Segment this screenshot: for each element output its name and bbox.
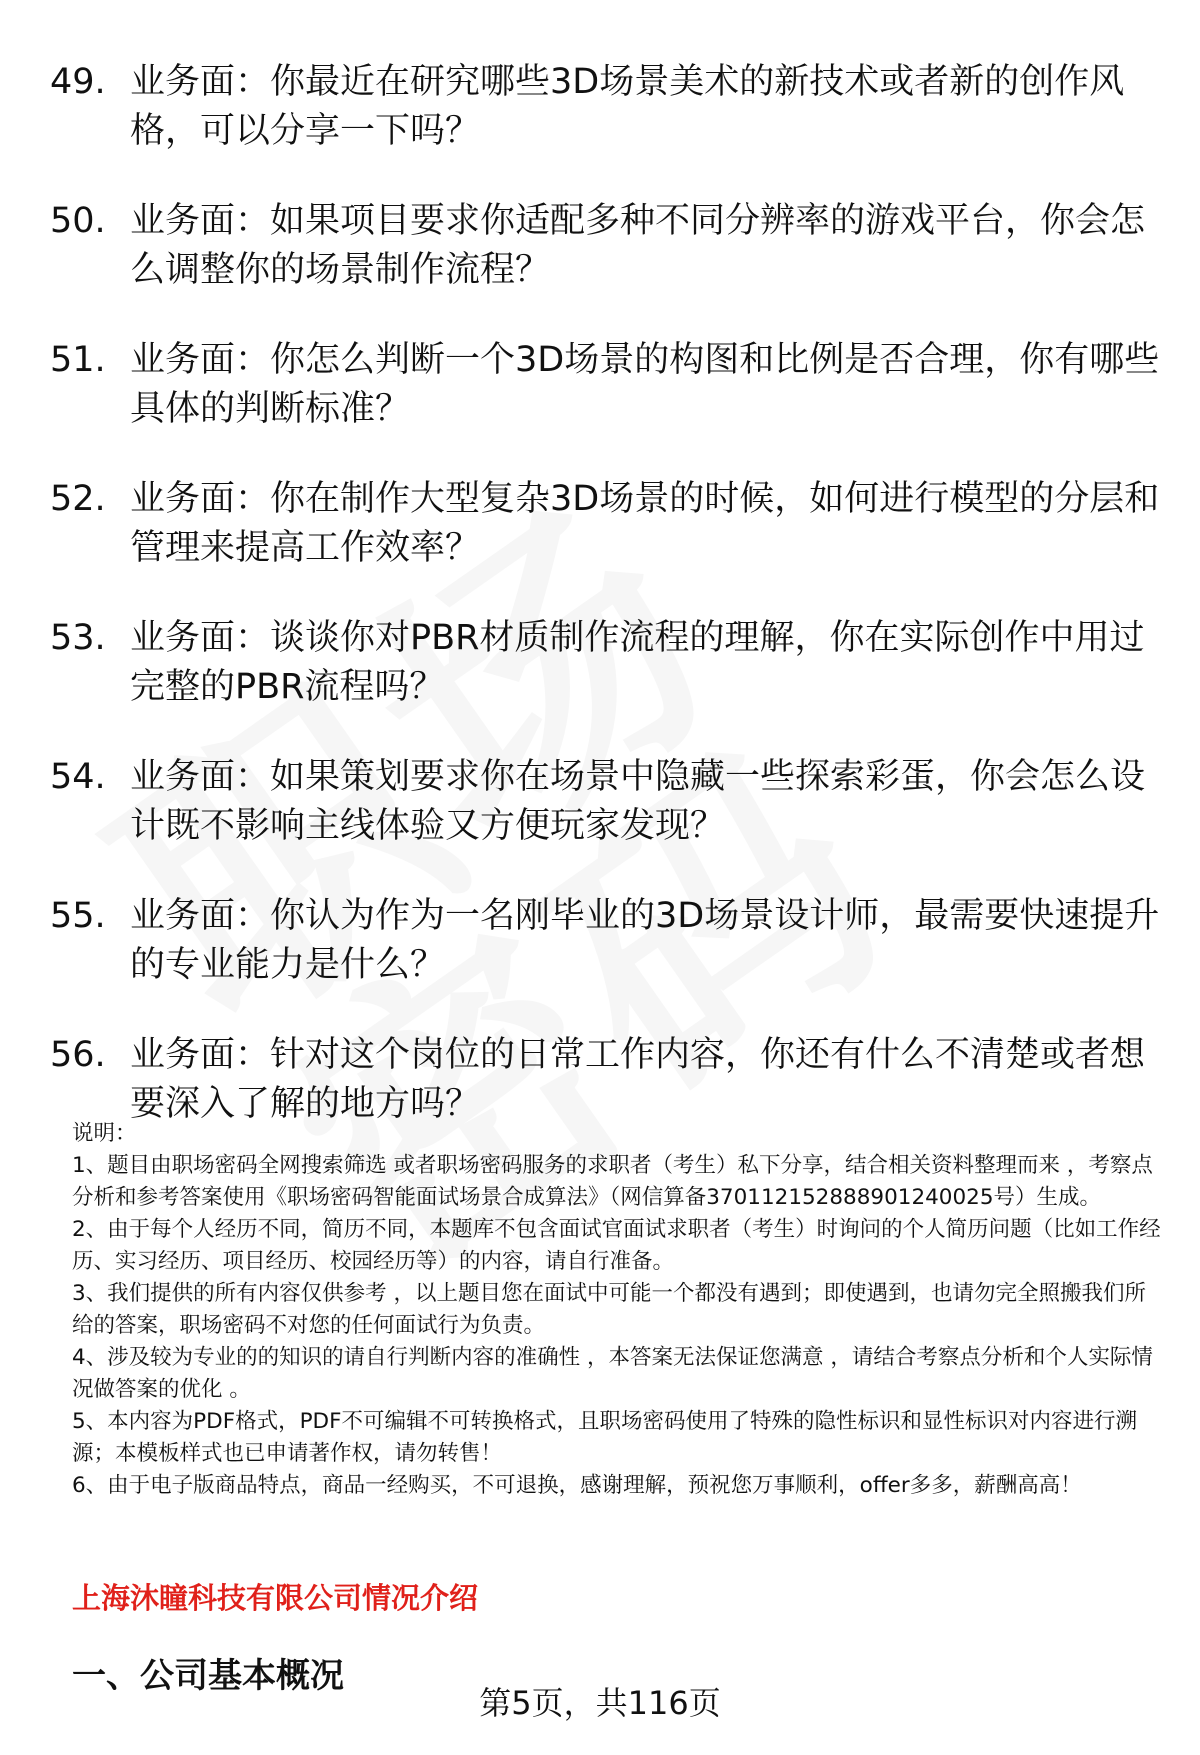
notes-section (72, 1118, 1162, 1502)
question-item (50, 197, 1160, 295)
notes-heading: 说明： (72, 1121, 137, 1146)
question-list (50, 58, 1160, 1170)
question-item (50, 1031, 1160, 1129)
question-number: 53. (50, 618, 106, 658)
question-number: 55. (50, 896, 106, 936)
question-text: 业务面：你最近在研究哪些3D场景美术的新技术或者新的创作风格，可以分享一下吗？ (130, 62, 1125, 151)
question-item (50, 336, 1160, 434)
question-text: 业务面：你认为作为一名刚毕业的3D场景设计师，最需要快速提升的专业能力是什么？ (130, 896, 1160, 985)
section-heading: 一、公司基本概况 (72, 1656, 344, 1696)
note-item: 2、由于每个人经历不同，简历不同，本题库不包含面试官面试求职者（考生）时询问的个人简历问题（比如工作经历、实习经历、项目经历、校园经历等）的内容，请自行准备。 (72, 1217, 1161, 1274)
question-item (50, 892, 1160, 990)
question-text: 业务面：你怎么判断一个3D场景的构图和比例是否合理，你有哪些具体的判断标准？ (130, 340, 1160, 429)
question-item (50, 475, 1160, 573)
note-item: 1、题目由职场密码全网搜索筛选 或者职场密码服务的求职者（考生）私下分享，结合相关资料整理而来 ，考察点分析和参考答案使用《职场密码智能面试场景合成算法》（网信算备370112152888901240025号）生成。 (72, 1153, 1153, 1210)
page-number: 第5页，共116页 (479, 1684, 721, 1722)
question-item (50, 614, 1160, 712)
question-text: 业务面：谈谈你对PBR材质制作流程的理解，你在实际创作中用过完整的PBR流程吗？ (130, 618, 1145, 707)
note-item: 3、我们提供的所有内容仅供参考 ，以上题目您在面试中可能一个都没有遇到；即使遇到，也请勿完全照搬我们所给的答案，职场密码不对您的任何面试行为负责。 (72, 1281, 1147, 1338)
question-text: 业务面：如果项目要求你适配多种不同分辨率的游戏平台，你会怎么调整你的场景制作流程？ (130, 201, 1146, 290)
question-text: 业务面：针对这个岗位的日常工作内容，你还有什么不清楚或者想要深入了解的地方吗？ (130, 1035, 1146, 1124)
question-number: 52. (50, 479, 106, 519)
company-intro-title: 上海沐瞳科技有限公司情况介绍 (72, 1581, 479, 1615)
question-item (50, 58, 1160, 156)
question-number: 50. (50, 201, 106, 241)
question-number: 49. (50, 62, 106, 102)
note-item: 4、涉及较为专业的的知识的请自行判断内容的准确性 ，本答案无法保证您满意 ，请结合考察点分析和个人实际情况做答案的优化 。 (72, 1345, 1153, 1402)
question-number: 56. (50, 1035, 106, 1075)
question-number: 54. (50, 757, 106, 797)
question-text: 业务面：如果策划要求你在场景中隐藏一些探索彩蛋，你会怎么设计既不影响主线体验又方便玩家发现？ (130, 757, 1146, 846)
question-text: 业务面：你在制作大型复杂3D场景的时候，如何进行模型的分层和管理来提高工作效率？ (130, 479, 1160, 568)
note-item: 5、本内容为PDF格式，PDF不可编辑不可转换格式，且职场密码使用了特殊的隐性标识和显性标识对内容进行溯源；本模板样式也已申请著作权，请勿转售！ (72, 1409, 1137, 1466)
question-number: 51. (50, 340, 106, 380)
note-item: 6、由于电子版商品特点，商品一经购买，不可退换，感谢理解，预祝您万事顺利，offer多多，薪酬高高！ (72, 1473, 1082, 1498)
question-item (50, 753, 1160, 851)
